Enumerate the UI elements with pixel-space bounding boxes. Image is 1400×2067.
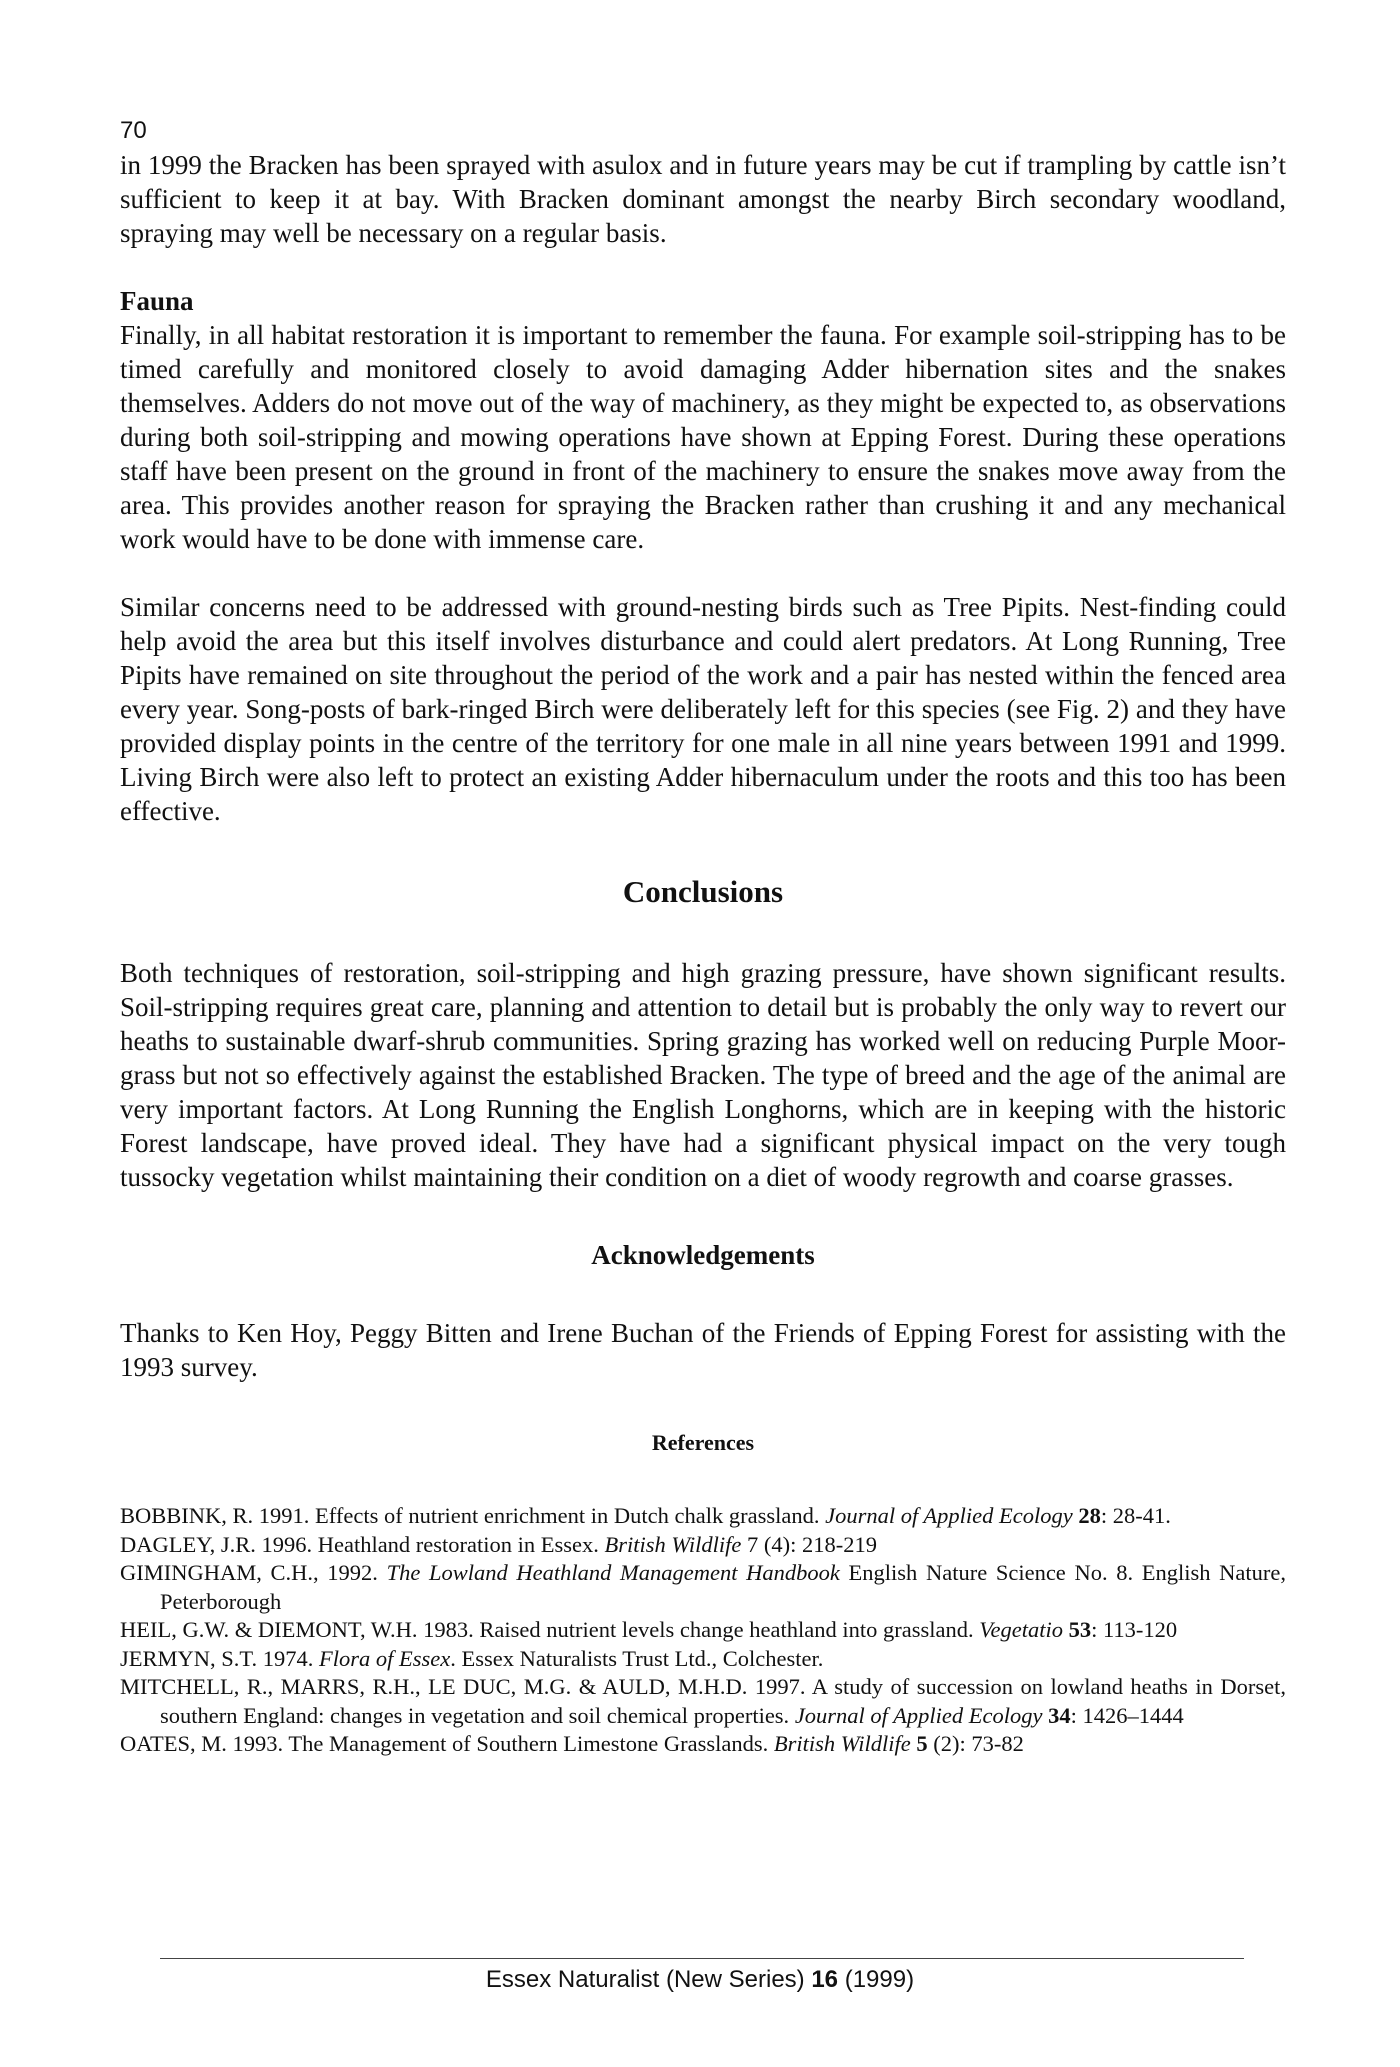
footer — [0, 1965, 1400, 1995]
references-heading: References — [651, 1430, 755, 1455]
page-number: 70 — [120, 117, 147, 144]
reference-tail: English Nature Science No. 8. English Nature, Peterborough — [160, 1560, 1286, 1614]
acknowledgements-paragraph: Thanks to Ken Hoy, Peggy Bitten and Irene Buchan of the Friends of Epping Forest for assisting with the 1993 survey. — [120, 1318, 1286, 1382]
reference-volume: 5 — [916, 1731, 928, 1756]
reference-lead: JERMYN, S.T. 1974. — [120, 1645, 319, 1671]
footer-rule — [160, 1958, 1244, 1959]
reference-lead: GIMINGHAM, C.H., 1992. — [120, 1560, 387, 1585]
reference-lead: MITCHELL, R., MARRS, R.H., LE DUC, M.G. & AULD, M.H.D. 1997. A study of succession on lowland heaths in Dorset, southern England: changes in vegetation and soil chemical properties. — [120, 1674, 1286, 1728]
reference-tail: . Essex Naturalists Trust Ltd., Colchester. — [450, 1645, 824, 1671]
reference-item — [120, 1673, 1286, 1730]
reference-item — [120, 1616, 1286, 1645]
reference-source: Journal of Applied Ecology — [794, 1702, 1043, 1728]
reference-source: British Wildlife — [773, 1731, 911, 1756]
reference-item — [120, 1531, 1286, 1560]
fauna-paragraph-1: Finally, in all habitat restoration it is important to remember the fauna. For example soil-stripping has to be timed carefully and monitored closely to avoid damaging Adder hibernation sites and the snakes themselves. Adders do not move out of the way of machinery, as they might be expected to, as observations during both soil-stripping and mowing operations have shown at Epping Forest. During these operations staff have been present on the ground in front of the machinery to ensure the snakes move away from the area. This provides another reason for spraying the Bracken rather than crushing it and any mechanical work would have to be done with immense care. — [120, 320, 1286, 554]
reference-tail: (2): 73-82 — [927, 1731, 1024, 1756]
reference-list — [120, 1502, 1286, 1759]
reference-volume: 34 — [1048, 1702, 1071, 1728]
reference-source: Vegetatio — [979, 1617, 1063, 1642]
reference-lead: BOBBINK, R. 1991. Effects of nutrient enrichment in Dutch chalk grassland. — [120, 1503, 826, 1528]
reference-source: The Lowland Heathland Management Handbook — [386, 1560, 840, 1585]
reference-item — [120, 1559, 1286, 1616]
fauna-heading: Fauna — [120, 286, 194, 316]
fauna-paragraph-2: Similar concerns need to be addressed with ground-nesting birds such as Tree Pipits. Nest-finding could help avoid the area but this itself involves disturbance and could alert predators. At Long Running, Tree Pipits have remained on site throughout the period of the work and a pair has nested within the fenced area every year. Song-posts of bark-ringed Birch were deliberately left for this species (see Fig. 2) and they have provided display points in the centre of the territory for one male in all nine years between 1991 and 1999. Living Birch were also left to protect an existing Adder hibernaculum under the roots and this too has been effective. — [120, 592, 1286, 826]
reference-volume: 53 — [1068, 1617, 1092, 1642]
reference-volume: 28 — [1078, 1503, 1101, 1528]
reference-item — [120, 1730, 1286, 1759]
acknowledgements-heading: Acknowledgements — [591, 1240, 815, 1270]
page-content — [120, 118, 1286, 1759]
reference-lead: OATES, M. 1993. The Management of Southern Limestone Grasslands. — [120, 1731, 774, 1756]
intro-paragraph: in 1999 the Bracken has been sprayed with asulox and in future years may be cut if trampling by cattle isn’t sufficient to keep it at bay. With Bracken dominant amongst the nearby Birch secondary woodland, spraying may well be necessary on a regular basis. — [120, 150, 1286, 248]
reference-tail: : 1426–1444 — [1070, 1702, 1184, 1728]
reference-tail: : 28-41. — [1100, 1503, 1171, 1528]
reference-item — [120, 1502, 1286, 1531]
reference-lead: HEIL, G.W. & DIEMONT, W.H. 1983. Raised nutrient levels change heathland into grassland. — [120, 1617, 980, 1642]
conclusions-paragraph: Both techniques of restoration, soil-stripping and high grazing pressure, have shown significant results. Soil-stripping requires great care, planning and attention to detail but is probably the only way to revert our heaths to sustainable dwarf-shrub communities. Spring grazing has worked well on reducing Purple Moor-grass but not so effectively against the established Bracken. The type of breed and the age of the animal are very important factors. At Long Running the English Longhorns, which are in keeping with the historic Forest landscape, have proved ideal. They have had a significant physical impact on the very tough tussocky vegetation whilst maintaining their condition on a diet of woody regrowth and coarse grasses. — [120, 958, 1286, 1192]
reference-item — [120, 1645, 1286, 1674]
reference-tail: : 113-120 — [1091, 1617, 1178, 1642]
reference-source: Journal of Applied Ecology — [825, 1503, 1073, 1528]
footer-volume: 16 — [811, 1966, 839, 1993]
reference-source: British Wildlife — [604, 1531, 742, 1557]
conclusions-heading: Conclusions — [622, 874, 784, 909]
footer-year: (1999) — [838, 1966, 915, 1993]
reference-lead: DAGLEY, J.R. 1996. Heathland restoration in Essex. — [120, 1531, 605, 1557]
reference-tail: 7 (4): 218-219 — [741, 1531, 878, 1557]
footer-journal: Essex Naturalist (New Series) — [485, 1966, 812, 1993]
reference-source: Flora of Essex — [318, 1645, 451, 1671]
